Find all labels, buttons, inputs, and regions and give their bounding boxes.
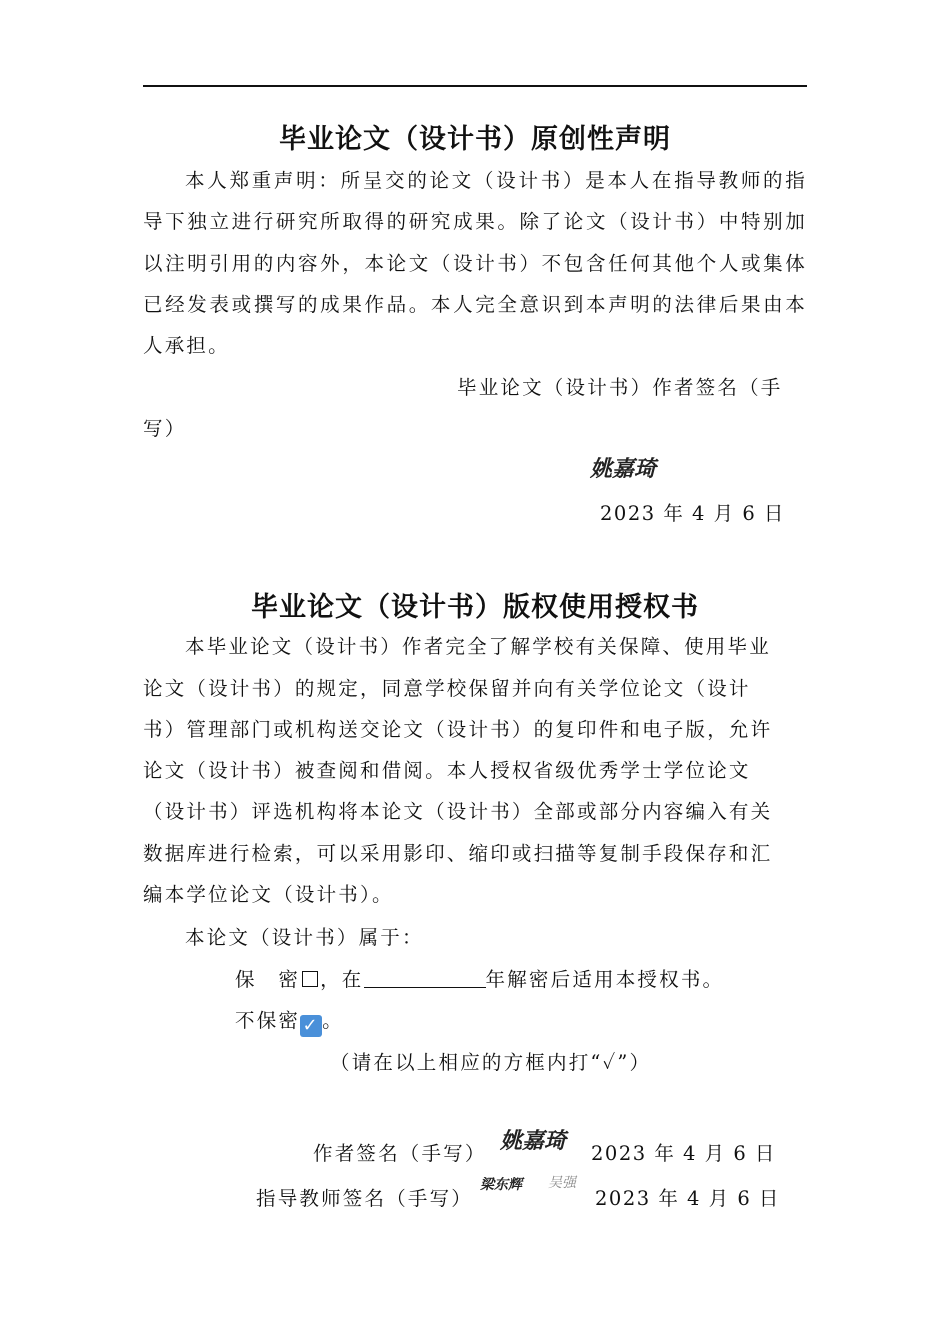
- belongs-to-label: 本论文（设计书）属于：: [185, 926, 424, 949]
- authorization-title: 毕业论文（设计书）版权使用授权书: [251, 592, 699, 623]
- advisor-signature-primary: 梁东辉: [480, 1177, 522, 1193]
- author-signature-label: 作者签名（手写）: [313, 1142, 487, 1165]
- option-not-secret-row: [235, 1005, 344, 1037]
- authorization-line-3: 书）管理部门或机构送交论文（设计书）的复印件和电子版，允许: [143, 718, 773, 741]
- check-instruction: （请在以上相应的方框内打“✓”）: [330, 1051, 652, 1074]
- authorization-line-7: 编本学位论文（设计书）。: [143, 883, 394, 906]
- option-secret-suffix: 年解密后适用本授权书。: [485, 968, 725, 991]
- authorization-line-2: 论文（设计书）的规定，同意学校保留并向有关学位论文（设计: [143, 677, 751, 700]
- declaration-signature: 姚嘉琦: [590, 456, 657, 482]
- advisor-date: 2023 年 4 月 6 日: [595, 1187, 780, 1210]
- option-not-secret-label: 不保密: [235, 1009, 301, 1032]
- author-date: 2023 年 4 月 6 日: [591, 1142, 776, 1165]
- advisor-signature-secondary: 吴强: [548, 1175, 576, 1191]
- author-signature: 姚嘉琦: [500, 1128, 567, 1154]
- option-secret-row: [235, 964, 724, 992]
- declaration-signature-label: 毕业论文（设计书）作者签名（手: [457, 376, 783, 399]
- option-secret-mid: ，在: [320, 968, 364, 991]
- authorization-line-6: 数据库进行检索，可以采用影印、缩印或扫描等复制手段保存和汇: [143, 842, 773, 865]
- authorization-line-1: 本毕业论文（设计书）作者完全了解学校有关保障、使用毕业: [185, 635, 771, 658]
- decrypt-year-blank[interactable]: [364, 969, 486, 988]
- advisor-signature-label: 指导教师签名（手写）: [256, 1187, 474, 1210]
- declaration-title: 毕业论文（设计书）原创性声明: [279, 124, 671, 155]
- declaration-date: 2023 年 4 月 6 日: [600, 502, 785, 525]
- declaration-body: 本人郑重声明：所呈交的论文（设计书）是本人在指导教师的指导下独立进行研究所取得的研究成果。除了论文（设计书）中特别加以注明引用的内容外，本论文（设计书）不包含任何其他个人或集体已经发表或撰写的成果作品。本人完全意识到本声明的法律后果由本人承担。: [143, 169, 807, 358]
- secret-checkbox[interactable]: [302, 971, 318, 987]
- not-secret-checkbox[interactable]: ✓: [300, 1015, 322, 1037]
- option-not-secret-period: 。: [322, 1009, 344, 1032]
- authorization-line-5: （设计书）评选机构将本论文（设计书）全部或部分内容编入有关: [143, 800, 773, 823]
- top-rule: [143, 85, 807, 87]
- declaration-signature-label-cont: 写）: [143, 417, 187, 440]
- option-secret-label: 保 密: [235, 968, 301, 991]
- authorization-line-4: 论文（设计书）被查阅和借阅。本人授权省级优秀学士学位论文: [143, 759, 751, 782]
